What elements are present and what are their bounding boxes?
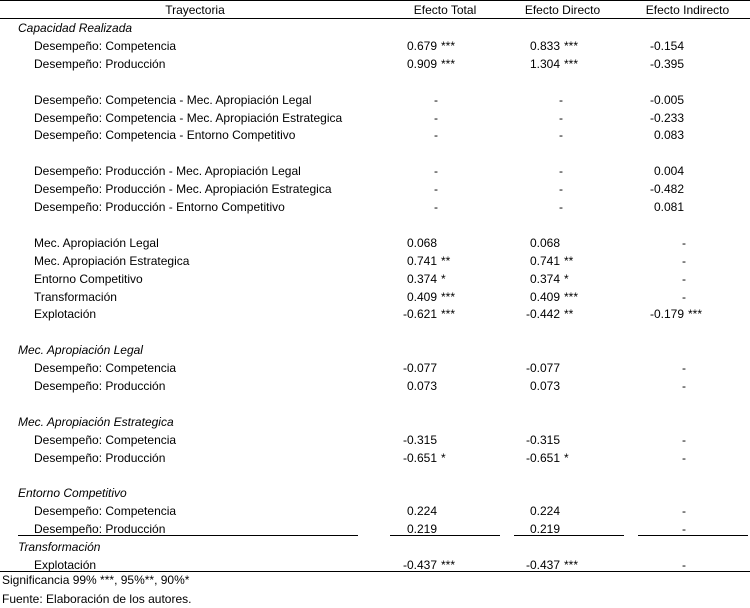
row-label: Desempeño: Competencia - Mec. Apropiación Estrategica	[34, 111, 343, 125]
efecto-indirecto-value: -0.395	[649, 57, 684, 71]
efecto-total-value: 0.679	[406, 39, 437, 53]
spacer-row	[0, 466, 750, 484]
efecto-directo-value: -0.437	[525, 558, 560, 572]
efecto-total-sig: ***	[441, 57, 456, 71]
efecto-total-sig: *	[441, 451, 446, 465]
efecto-directo-value: -0.077	[525, 361, 560, 375]
row-label: Mec. Apropiación Estrategica	[34, 254, 190, 268]
header-efecto-indirecto: Efecto Indirecto	[645, 3, 730, 17]
table-row	[0, 109, 750, 127]
efecto-directo-value: 0.073	[529, 379, 560, 393]
efecto-indirecto-value: -	[682, 433, 686, 447]
row-label: Mec. Apropiación Legal	[34, 236, 159, 250]
row-label: Desempeño: Competencia	[34, 504, 177, 518]
efecto-indirecto-value: -0.233	[649, 111, 684, 125]
significance-note: Significancia 99% ***, 95%**, 90%*	[2, 573, 190, 587]
efecto-total-value: 0.409	[406, 290, 437, 304]
efecto-directo-sig: **	[564, 254, 574, 268]
efecto-indirecto-value: -	[682, 236, 686, 250]
efecto-directo-sig: ***	[564, 290, 579, 304]
table-row	[0, 37, 750, 55]
table-row	[0, 449, 750, 467]
efecto-indirecto-value: -0.482	[649, 182, 684, 196]
section-label: Entorno Competitivo	[18, 486, 127, 500]
efecto-total-value: -0.621	[402, 307, 437, 321]
efecto-indirecto-value: 0.083	[653, 128, 684, 142]
rule-efecto-indirecto	[638, 535, 748, 536]
table-row	[0, 252, 750, 270]
efecto-directo-value: -	[559, 182, 563, 196]
rule-efecto-directo	[514, 535, 624, 536]
efecto-total-value: -0.437	[402, 558, 437, 572]
efecto-indirecto-value: -	[682, 361, 686, 375]
table-row	[0, 126, 750, 144]
efecto-total-sig: **	[441, 254, 451, 268]
row-label: Desempeño: Producción	[34, 379, 166, 393]
efecto-directo-value: 0.741	[529, 254, 560, 268]
row-label: Entorno Competitivo	[34, 272, 143, 286]
efecto-total-value: -	[434, 111, 438, 125]
table-row	[0, 198, 750, 216]
table-row	[0, 270, 750, 288]
table-row	[0, 305, 750, 323]
efecto-directo-sig: ***	[564, 57, 579, 71]
efecto-indirecto-value: -0.179	[649, 307, 684, 321]
efecto-directo-sig: **	[564, 307, 574, 321]
efecto-total-value: -0.315	[402, 433, 437, 447]
section-label: Capacidad Realizada	[18, 21, 133, 35]
table-row	[0, 55, 750, 73]
spacer-row	[0, 323, 750, 341]
efecto-directo-value: -	[559, 111, 563, 125]
efecto-indirecto-sig: ***	[688, 307, 703, 321]
efecto-total-value: 0.073	[406, 379, 437, 393]
efecto-directo-sig: *	[564, 451, 569, 465]
efecto-directo-sig: *	[564, 272, 569, 286]
efecto-total-sig: ***	[441, 558, 456, 572]
efecto-total-sig: ***	[441, 307, 456, 321]
header-efecto-directo: Efecto Directo	[524, 3, 601, 17]
efecto-total-sig: ***	[441, 39, 456, 53]
efecto-total-value: 0.374	[406, 272, 437, 286]
efecto-total-sig: ***	[441, 290, 456, 304]
table-row	[0, 288, 750, 306]
row-label: Desempeño: Competencia - Entorno Competitivo	[34, 128, 296, 142]
efecto-directo-value: -	[559, 93, 563, 107]
efecto-indirecto-value: -	[682, 522, 686, 536]
efecto-total-sig: *	[441, 272, 446, 286]
spacer-row	[0, 216, 750, 234]
table-row	[0, 377, 750, 395]
efecto-total-value: 0.741	[406, 254, 437, 268]
efecto-indirecto-value: 0.004	[653, 164, 684, 178]
header-trayectoria: Trayectoria	[165, 3, 225, 17]
source-note: Fuente: Elaboración de los autores.	[2, 592, 192, 606]
table-row	[0, 431, 750, 449]
efecto-directo-value: -	[559, 128, 563, 142]
efecto-total-value: 0.219	[406, 522, 437, 536]
efecto-directo-value: 0.409	[529, 290, 560, 304]
efecto-indirecto-value: -	[682, 290, 686, 304]
efecto-directo-value: 0.068	[529, 236, 560, 250]
efecto-directo-sig: ***	[564, 39, 579, 53]
row-label: Desempeño: Competencia	[34, 361, 177, 375]
section-label: Mec. Apropiación Legal	[18, 343, 143, 357]
section-row	[0, 538, 750, 556]
efecto-indirecto-value: -	[682, 254, 686, 268]
spacer-row	[0, 395, 750, 413]
table-row	[0, 502, 750, 520]
efecto-directo-value: 1.304	[529, 57, 560, 71]
efecto-directo-sig: ***	[564, 558, 579, 572]
row-label: Desempeño: Producción - Entorno Competitivo	[34, 200, 285, 214]
efecto-indirecto-value: -	[682, 272, 686, 286]
efecto-indirecto-value: -	[682, 558, 686, 572]
efecto-indirecto-value: 0.081	[653, 200, 684, 214]
section-label: Transformación	[18, 540, 101, 554]
row-label: Explotación	[34, 558, 97, 572]
efecto-indirecto-value: -	[682, 451, 686, 465]
efecto-total-value: -	[434, 164, 438, 178]
row-label: Desempeño: Competencia - Mec. Apropiación Legal	[34, 93, 312, 107]
row-label: Transformación	[34, 290, 117, 304]
table-row	[0, 234, 750, 252]
rule-trayectoria	[18, 535, 358, 536]
efecto-directo-value: -	[559, 164, 563, 178]
row-label: Desempeño: Competencia	[34, 39, 177, 53]
section-row	[0, 413, 750, 431]
table-header	[0, 0, 750, 19]
efecto-total-value: -	[434, 200, 438, 214]
efecto-indirecto-value: -	[682, 504, 686, 518]
efecto-total-value: -	[434, 182, 438, 196]
efecto-directo-value: 0.833	[529, 39, 560, 53]
efecto-directo-value: 0.219	[529, 522, 560, 536]
efecto-total-value: -0.651	[402, 451, 437, 465]
row-label: Desempeño: Producción - Mec. Apropiación Estrategica	[34, 182, 332, 196]
header-efecto-total: Efecto Total	[413, 3, 477, 17]
efecto-directo-value: -0.315	[525, 433, 560, 447]
efecto-total-value: -0.077	[402, 361, 437, 375]
section-label: Mec. Apropiación Estrategica	[18, 415, 174, 429]
efecto-indirecto-value: -	[682, 379, 686, 393]
table-row	[0, 180, 750, 198]
table-row	[0, 162, 750, 180]
row-label: Explotación	[34, 307, 97, 321]
efecto-indirecto-value: -0.005	[649, 93, 684, 107]
efecto-total-value: 0.068	[406, 236, 437, 250]
efecto-total-value: 0.224	[406, 504, 437, 518]
row-label: Desempeño: Producción	[34, 451, 166, 465]
spacer-row	[0, 73, 750, 91]
rule-efecto-total	[390, 535, 500, 536]
efecto-directo-value: -0.651	[525, 451, 560, 465]
section-row	[0, 19, 750, 37]
spacer-row	[0, 144, 750, 162]
efecto-directo-value: 0.374	[529, 272, 560, 286]
efecto-directo-value: -	[559, 200, 563, 214]
table-row	[0, 91, 750, 109]
row-label: Desempeño: Competencia	[34, 433, 177, 447]
efecto-directo-value: 0.224	[529, 504, 560, 518]
efecto-directo-value: -0.442	[525, 307, 560, 321]
table-row	[0, 359, 750, 377]
efecto-total-value: -	[434, 93, 438, 107]
efecto-indirecto-value: -0.154	[649, 39, 684, 53]
section-row	[0, 484, 750, 502]
row-label: Desempeño: Producción - Mec. Apropiación Legal	[34, 164, 301, 178]
section-row	[0, 341, 750, 359]
efecto-total-value: 0.909	[406, 57, 437, 71]
row-label: Desempeño: Producción	[34, 522, 166, 536]
row-label: Desempeño: Producción	[34, 57, 166, 71]
efecto-total-value: -	[434, 128, 438, 142]
